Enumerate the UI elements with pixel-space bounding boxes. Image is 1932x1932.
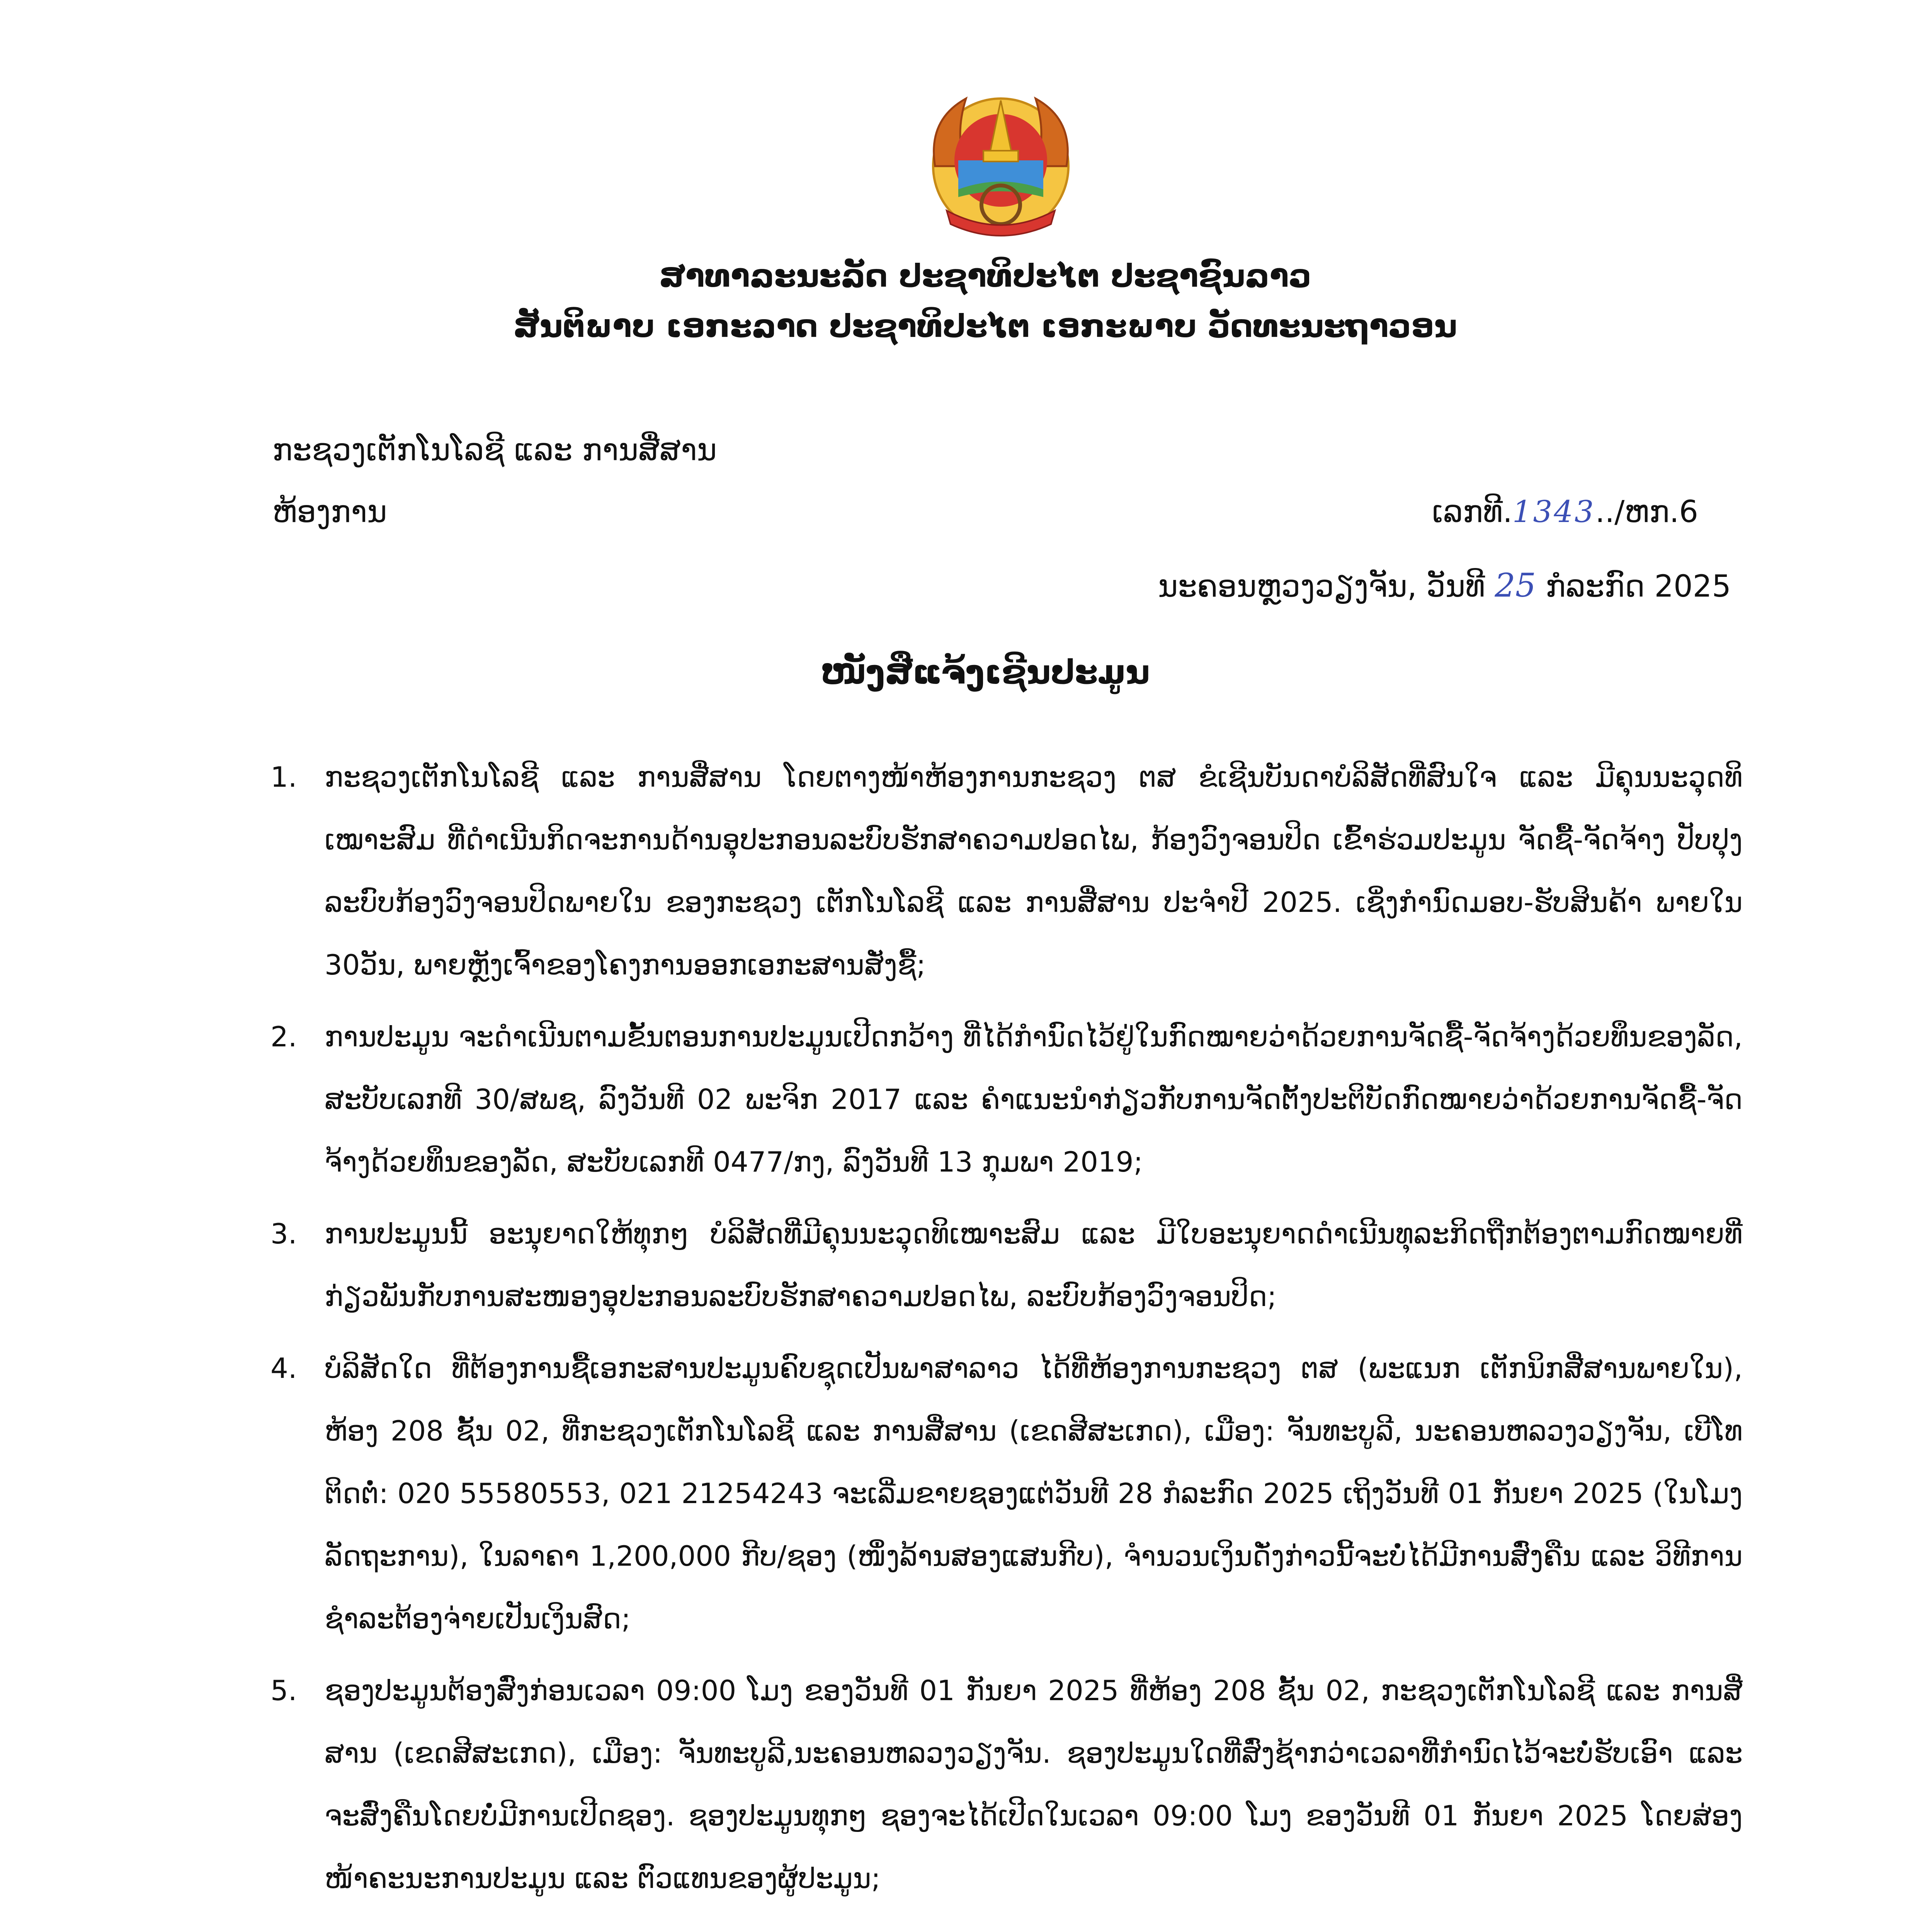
list-item	[270, 1005, 1743, 1193]
list-item	[270, 1202, 1743, 1328]
item-number: 5.	[270, 1674, 297, 1707]
item-text: ການປະມູນ ຈະດຳເນີນຕາມຂັ້ນຕອນການປະມູນເປີດກວ້າງ ທີ່ໄດ້ກຳນົດໄວ້ຢູ່ໃນກົດໝາຍວ່າດ້ວຍການຈັດຊື້-ຈັດຈ້າງດ້ວຍທຶນຂອງລັດ, ສະບັບເລກທີ 30/ສພຊ, ລົງວັນທີ 02 ພະຈິກ 2017 ແລະ ຄຳແນະນຳກ່ຽວກັບການຈັດຕັ້ງປະຕິບັດກົດໝາຍວ່າດ້ວຍການຈັດຊື້-ຈັດຈ້າງດ້ວຍທຶນຂອງລັດ, ສະບັບເລກທີ 0477/ກງ, ລົງວັນທີ 13 ກຸມພາ 2019;	[325, 1020, 1743, 1178]
notice-items	[270, 746, 1743, 1932]
issuing-ministry: ກະຊວງເຕັກໂນໂລຊີ ແລະ ການສື່ສານ	[272, 433, 717, 468]
list-item	[270, 746, 1743, 996]
list-item	[270, 1659, 1743, 1910]
country-name-heading: ສາທາລະນະລັດ ປະຊາທິປະໄຕ ປະຊາຊົນລາວ	[659, 258, 1312, 294]
issuing-office: ຫ້ອງການ	[272, 495, 387, 529]
item-number: 4.	[270, 1352, 297, 1384]
item-text: ຊອງປະມູນຕ້ອງສົ່ງກ່ອນເວລາ 09:00 ໂມງ ຂອງວັນທີ 01 ກັນຍາ 2025 ທີ່ຫ້ອງ 208 ຊັ້ນ 02, ກະຊວງເຕັກໂນໂລຊີ ແລະ ການສື່ສານ (ເຂດສີສະເກດ), ເມືອງ: ຈັນທະບູລີ,ນະຄອນຫລວງວຽງຈັນ. ຊອງປະມູນໃດທີ່ສົ່ງຊ້າກວ່າເວລາທີ່ກຳນົດໄວ້ຈະບໍ່ຮັບເອົາ ແລະ ຈະສົ່ງຄືນໂດຍບໍ່ມີການເປີດຊອງ. ຊອງປະມູນທຸກໆ ຊອງຈະໄດ້ເປີດໃນເວລາ 09:00 ໂມງ ຂອງວັນທີ 01 ກັນຍາ 2025 ໂດຍສ່ອງໜ້າຄະນະການປະມູນ ແລະ ຕົວແທນຂອງຜູ້ປະມູນ;	[325, 1674, 1743, 1895]
list-item	[270, 1919, 1743, 1932]
item-number: 2.	[270, 1020, 297, 1053]
list-item	[270, 1337, 1743, 1650]
date-line	[1158, 564, 1731, 608]
date-prefix: ນະຄອນຫຼວງວຽງຈັນ, ວັນທີ	[1158, 569, 1485, 604]
docno-suffix: /ຫກ.6	[1614, 495, 1698, 529]
item-text: ການປະມູນນີ້ ອະນຸຍາດໃຫ້ທຸກໆ ບໍລິສັດທີ່ມີຄຸນນະວຸດທິເໝາະສົມ ແລະ ມີໃບອະນຸຍາດດຳເນີນທຸລະກິດຖືກຕ້ອງຕາມກົດໝາຍທີ່ກ່ຽວພັນກັບການສະໜອງອຸປະກອນລະບົບຮັກສາຄວາມປອດໄພ, ລະບົບກ້ອງວົງຈອນປິດ;	[325, 1218, 1743, 1313]
date-handwritten-day: 25	[1495, 566, 1536, 604]
item-number: 1.	[270, 761, 297, 793]
item-number: 3.	[270, 1218, 297, 1250]
item-text: ບໍລິສັດໃດ ທີ່ຕ້ອງການຊື້ເອກະສານປະມູນຄົບຊຸດເປັນພາສາລາວ ໄດ້ທີ່ຫ້ອງການກະຊວງ ຕສ (ພະແນກ ເຕັກນິກສື່ສານພາຍໃນ), ຫ້ອງ 208 ຊັ້ນ 02, ທີ່ກະຊວງເຕັກໂນໂລຊີ ແລະ ການສື່ສານ (ເຂດສີສະເກດ), ເມືອງ: ຈັນທະບູລີ, ນະຄອນຫລວງວຽງຈັນ, ເບີໂທຕິດຕໍ່: 020 55580553, 021 21254243 ຈະເລີ່ມຂາຍຊອງແຕ່ວັນທີ 28 ກໍລະກົດ 2025 ເຖິງວັນທີ 01 ກັນຍາ 2025 (ໃນໂມງລັດຖະການ), ໃນລາຄາ 1,200,000 ກີບ/ຊອງ (ໜຶ່ງລ້ານສອງແສນກີບ), ຈຳນວນເງິນດັ່ງກ່າວນີ້ຈະບໍ່ໄດ້ມີການສົ່ງຄືນ ແລະ ວິທີການຊຳລະຕ້ອງຈ່າຍເປັນເງິນສົດ;	[325, 1352, 1743, 1635]
docno-prefix: ເລກທີ	[1432, 495, 1503, 529]
document-title: ໜັງສືແຈ້ງເຊີນປະມູນ	[821, 653, 1150, 692]
national-motto: ສັນຕິພາບ ເອກະລາດ ປະຊາທິປະໄຕ ເອກະພາບ ວັດທະນະຖາວອນ	[513, 308, 1458, 345]
document-number: ເລກທີ.1343../ຫກ.6	[1432, 495, 1698, 529]
date-suffix: ກໍລະກົດ 2025	[1545, 569, 1731, 604]
docno-handwritten: 1343	[1512, 495, 1595, 529]
national-emblem-icon	[900, 77, 1101, 247]
item-text: ກະຊວງເຕັກໂນໂລຊີ ແລະ ການສື່ສານ ໂດຍຕາງໜ້າຫ້ອງການກະຊວງ ຕສ ຂໍເຊີນບັນດາບໍລິສັດທີ່ສົນໃຈ ແລະ ມີຄຸນນະວຸດທິເໝາະສົມ ທີ່ດຳເນີນກິດຈະການດ້ານອຸປະກອນລະບົບຮັກສາຄວາມປອດໄພ, ກ້ອງວົງຈອນປິດ ເຂົ້າຮ່ວມປະມູນ ຈັດຊື້-ຈັດຈ້າງ ປັບປຸງລະບົບກ້ອງວົງຈອນປິດພາຍໃນ ຂອງກະຊວງ ເຕັກໂນໂລຊີ ແລະ ການສື່ສານ ປະຈຳປີ 2025. ເຊິ່ງກຳນົດມອບ-ຮັບສິນຄ້າ ພາຍໃນ 30ວັນ, ພາຍຫຼັງເຈົ້າຂອງໂຄງການອອກເອກະສານສັ່ງຊື້;	[325, 761, 1743, 981]
item-number	[270, 1919, 317, 1932]
